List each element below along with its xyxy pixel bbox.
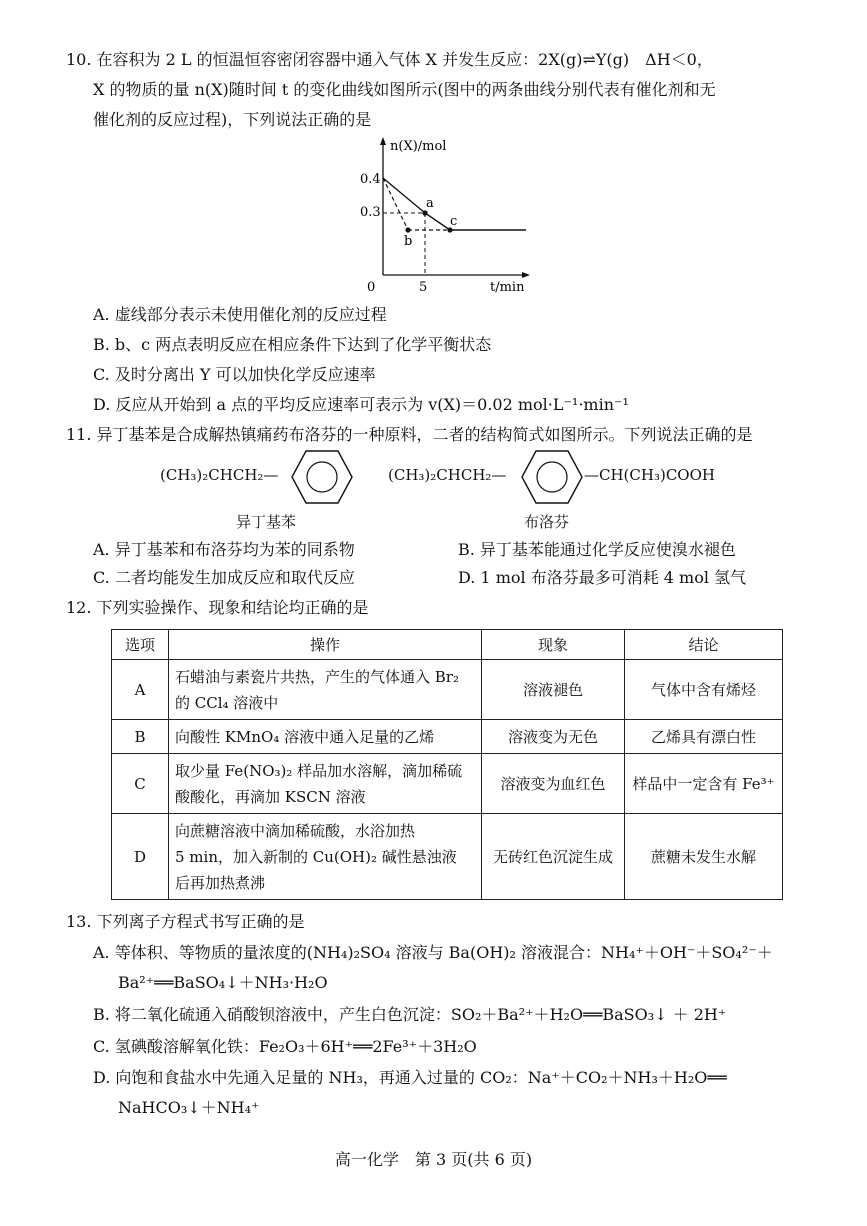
operation-line: 的 CCl₄ 溶液中 [175,693,279,712]
q10-stem-line2: X 的物质的量 n(X)随时间 t 的变化曲线如图所示(图中的两条曲线分别代表有催化剂和无 [93,80,716,99]
q11-stem: 11. 异丁基苯是合成解热镇痛药布洛芬的一种原料，二者的结构简式如图所示。下列说法正确的是 [66,425,753,444]
row-option: D [112,814,169,900]
row-operation [169,754,482,814]
point-b-label: b [404,234,413,249]
q13-stem: 13. 下列离子方程式书写正确的是 [66,912,305,931]
operation-line: 向酸性 KMnO₄ 溶液中通入足量的乙烯 [175,727,435,746]
q10-option-b: B. b、c 两点表明反应在相应条件下达到了化学平衡状态 [93,335,492,354]
q10-graph [340,135,550,295]
operation-line: 向蔗糖溶液中滴加稀硫酸，水浴加热 [175,821,416,840]
table-row [112,754,783,814]
y-axis-label: n(X)/mol [390,139,447,154]
row-conclusion: 乙烯具有漂白性 [625,720,783,754]
x-axis-arrow [522,272,530,278]
q13-option-b: B. 将二氧化硫通入硝酸钡溶液中，产生白色沉淀：SO₂＋Ba²⁺＋H₂O══BaSO₃↓ ＋ 2H⁺ [93,1005,727,1024]
row-phenomenon: 无砖红色沉淀生成 [482,814,625,900]
page-footer: 高一化学 第 3 页(共 6 页) [334,1150,533,1169]
dashed-curve [383,178,408,230]
point-b [405,227,410,232]
q10-stem-line1: 10. 在容积为 2 L 的恒温恒容密闭容器中通入气体 X 并发生反应：2X(g)⇌Y(g) ΔH＜0， [66,50,713,69]
operation-line: 酸酸化，再滴加 KSCN 溶液 [175,787,366,806]
tick-0.4: 0.4 [360,172,381,187]
q10-stem-line3: 催化剂的反应过程)，下列说法正确的是 [93,110,372,129]
row-conclusion: 样品中一定含有 Fe³⁺ [625,754,783,814]
row-option: A [112,660,169,720]
table-header-row [112,630,783,660]
row-phenomenon: 溶液变为无色 [482,720,625,754]
isobutylbenzene-name: 异丁基苯 [236,513,297,531]
table-row [112,660,783,720]
header-conclusion: 结论 [625,630,783,660]
row-option: B [112,720,169,754]
q10-option-d: D. 反应从开始到 a 点的平均反应速率可表示为 v(X)＝0.02 mol·L⁻¹·min⁻¹ [93,395,629,414]
header-operation: 操作 [169,630,482,660]
ibuprofen-name: 布洛芬 [524,513,570,531]
row-conclusion: 蔗糖未发生水解 [625,814,783,900]
table-row [112,814,783,900]
tick-0.3: 0.3 [360,205,381,220]
q13-option-d-line1: D. 向饱和食盐水中先通入足量的 NH₃，再通入过量的 CO₂：Na⁺＋CO₂＋NH₃＋H₂O══ [93,1068,727,1087]
ibuprofen-formula-left: (CH₃)₂CHCH₂— [388,466,507,484]
ibuprofen-formula-right: —CH(CH₃)COOH [584,466,715,484]
isobutylbenzene-formula: (CH₃)₂CHCH₂— [160,466,279,484]
operation-line: 5 min，加入新制的 Cu(OH)₂ 碱性悬浊液 [175,847,457,866]
q13-option-d-line2: NaHCO₃↓＋NH₄⁺ [118,1098,260,1117]
tick-5: 5 [419,280,428,295]
row-conclusion: 气体中含有烯烃 [625,660,783,720]
row-operation [169,660,482,720]
q13-option-a-line1: A. 等体积、等物质的量浓度的(NH₄)₂SO₄ 溶液与 Ba(OH)₂ 溶液混合：NH₄⁺＋OH⁻＋SO₄²⁻＋ [93,943,773,962]
q13-option-c: C. 氢碘酸溶解氧化铁：Fe₂O₃＋6H⁺══2Fe³⁺＋3H₂O [93,1037,477,1056]
origin-label: 0 [367,280,376,295]
operation-line: 后再加热煮沸 [175,873,266,892]
header-option: 选项 [112,630,169,660]
q10-option-a: A. 虚线部分表示未使用催化剂的反应过程 [93,305,387,324]
benzene-ring-2 [520,449,584,505]
x-axis-label: t/min [490,280,525,295]
benzene-ring-1 [290,449,354,505]
table-row [112,720,783,754]
row-operation [169,814,482,900]
q12-stem: 12. 下列实验操作、现象和结论均正确的是 [66,598,369,617]
q13-option-a-line2: Ba²⁺══BaSO₄↓＋NH₃·H₂O [118,973,328,992]
q10-option-c: C. 及时分离出 Y 可以加快化学反应速率 [93,365,376,384]
y-axis-arrow [380,137,386,145]
experiment-table [111,629,783,900]
point-a-label: a [426,196,434,211]
q11-option-c: C. 二者均能发生加成反应和取代反应 [93,568,355,587]
point-c-label: c [450,214,458,229]
header-phenomenon: 现象 [482,630,625,660]
row-phenomenon: 溶液变为血红色 [482,754,625,814]
row-operation [169,720,482,754]
row-phenomenon: 溶液褪色 [482,660,625,720]
q11-option-a: A. 异丁基苯和布洛芬均为苯的同系物 [93,540,355,559]
q11-option-b: B. 异丁基苯能通过化学反应使溴水褪色 [458,540,736,559]
q11-option-d: D. 1 mol 布洛芬最多可消耗 4 mol 氢气 [458,568,747,587]
point-a [422,210,427,215]
operation-line: 石蜡油与素瓷片共热，产生的气体通入 Br₂ [175,667,459,686]
row-option: C [112,754,169,814]
operation-line: 取少量 Fe(NO₃)₂ 样品加水溶解，滴加稀硫 [175,761,463,780]
